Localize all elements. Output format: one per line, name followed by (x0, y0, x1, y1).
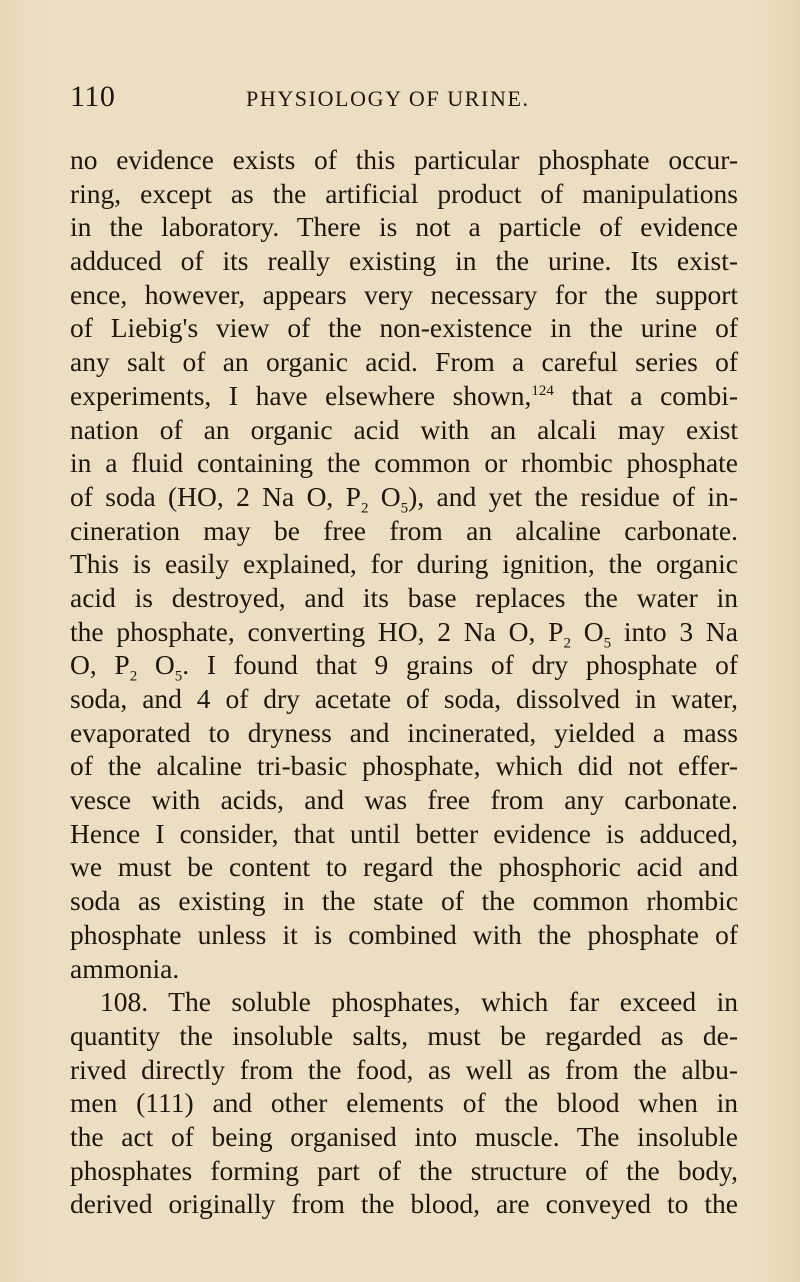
text-segment: O (137, 649, 175, 681)
text-segment: the phosphate, converting HO, 2 Na O, P (70, 615, 564, 647)
footnote-reference: 124 (531, 382, 554, 399)
text-line: acid is destroyed, and its base replaces the water in (70, 581, 738, 613)
text-line: rived directly from the food, as well as from the albu- (70, 1053, 738, 1085)
text-line: no evidence exists of this particular phosphate occur- (70, 144, 738, 175)
text-line: in a fluid containing the common or rhombic phosphate (70, 447, 738, 479)
text-line-with-footnote (70, 379, 738, 413)
page-header (70, 80, 738, 120)
formula-subscript: 5 (400, 500, 409, 517)
text-line: quantity the insoluble salts, must be regarded as de- (70, 1019, 738, 1051)
text-line: ring, except as the artificial product of manipulations (70, 177, 738, 209)
text-line: ence, however, appears very necessary for the support (70, 278, 738, 310)
text-line: men (111) and other elements of the blood when in (70, 1087, 738, 1119)
text-line: Hence I consider, that until better evidence is adduced, (70, 817, 738, 849)
text-segment: into 3 Na (611, 615, 738, 647)
text-segment: ), and yet the residue of in- (408, 480, 738, 512)
text-line: any salt of an organic acid. From a careful series of (70, 346, 738, 378)
text-line: cineration may be free from an alcaline carbonate. (70, 514, 738, 546)
text-line-with-formula (70, 648, 738, 685)
text-line-with-formula (70, 480, 738, 517)
text-line: adduced of its really existing in the urine. Its exist- (70, 245, 738, 277)
text-segment: . I found that 9 grains of dry phosphate of (182, 649, 738, 681)
paragraph-end-line: ammonia. (70, 952, 180, 984)
text-line: soda as existing in the state of the common rhombic (70, 885, 738, 917)
text-segment: of soda (HO, 2 Na O, P (70, 480, 361, 512)
running-head: PHYSIOLOGY OF URINE. (246, 86, 530, 111)
text-line: of the alcaline tri-basic phosphate, which did not effer- (70, 750, 738, 782)
text-line: phosphate unless it is combined with the phosphate of (70, 918, 738, 950)
text-line: the act of being organised into muscle. The insoluble (70, 1120, 738, 1152)
text-segment: that a combi- (553, 379, 738, 411)
formula-subscript: 5 (603, 635, 612, 652)
text-line: derived originally from the blood, are conveyed to the (70, 1188, 738, 1220)
text-line: This is easily explained, for during ignition, the organic (70, 548, 738, 580)
text-segment: experiments, I have elsewhere shown, (70, 379, 532, 411)
text-line-with-formula (70, 615, 738, 652)
page-number: 110 (70, 80, 116, 113)
text-line: in the laboratory. There is not a particle of evidence (70, 211, 738, 243)
text-segment: O, P (70, 649, 130, 681)
text-segment: O (570, 615, 604, 647)
paragraph-108-start: 108. The soluble phosphates, which far exceed in (100, 986, 738, 1018)
text-line: phosphates forming part of the structure of the body, (70, 1154, 738, 1186)
formula-subscript: 2 (129, 668, 138, 685)
text-line: vesce with acids, and was free from any carbonate. (70, 784, 738, 816)
formula-subscript: 5 (174, 668, 183, 685)
text-line: of Liebig's view of the non-existence in the urine of (70, 312, 738, 344)
body-text (70, 143, 738, 1221)
text-line: evaporated to dryness and incinerated, yielded a mass (70, 716, 738, 748)
formula-subscript: 2 (360, 500, 369, 517)
text-line: nation of an organic acid with an alcali may exist (70, 413, 738, 445)
text-line: we must be content to regard the phosphoric acid and (70, 851, 738, 883)
formula-subscript: 2 (563, 635, 571, 652)
text-segment: O (368, 480, 401, 512)
text-line: soda, and 4 of dry acetate of soda, dissolved in water, (70, 683, 738, 714)
